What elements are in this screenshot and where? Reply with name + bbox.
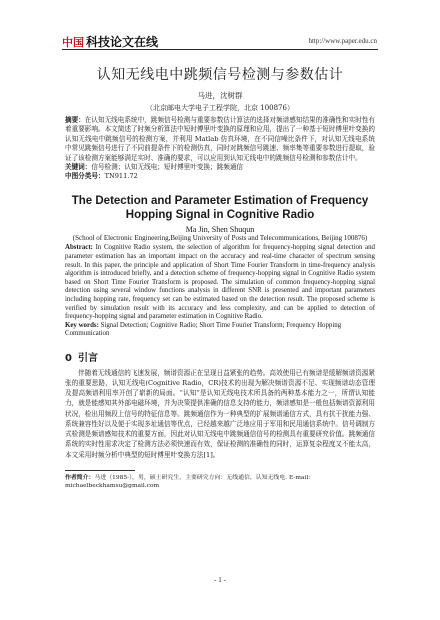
author-footnote — [65, 474, 375, 490]
english-abstract-label: Abstract: — [65, 244, 93, 252]
logo-red-text: 中国 — [62, 35, 84, 49]
chinese-keywords-text: 信号检测；认知无线电；短时傅里叶变换；跳频通信 — [91, 163, 244, 172]
english-keywords — [65, 322, 375, 339]
section-heading — [65, 349, 375, 364]
site-logo[interactable] — [62, 33, 158, 50]
chinese-keywords-label: 关键词： — [65, 163, 92, 172]
classification-code: TN911.72 — [104, 172, 138, 181]
english-keywords-text: Signal Detection; Cognitive Radio; Short Time Fourier Transform; Frequency Hopping Communication — [65, 321, 342, 338]
logo-black-text: 科技论文在线 — [86, 35, 159, 49]
chinese-affiliation: （北京邮电大学电子工程学院，北京 100876） — [146, 104, 294, 112]
site-url[interactable]: http://www.paper.edu.cn — [308, 37, 377, 45]
page-number: - 1 - — [214, 576, 226, 584]
section-title: 引言 — [77, 352, 98, 364]
english-abstract — [65, 244, 375, 321]
section-number: 0 — [65, 352, 72, 364]
footnote-text: 马进（1985-），男，硕士研究生，主要研究方向：无线通信，认知无线电. E-mail: michaelbeckhamsu@gmail.com — [65, 474, 311, 489]
section-body: 伴随着无线通信的飞速发展，频谱资源正在呈现日益紧张的趋势。高效使用已有频谱是缓解频谱资源紧张的重要思路，认知无线电(Cognitive Radio，CR)技术的出现为解决频谱资源不足、实现频谱动态管理及提高频谱利用率开创了崭新的局面。“认知”是认知无线电技术所具备的两种基本能力之一，所谓认知能力，就是能感知其外部电磁环境，并为决策提供准确的信息支持的能力，频谱感知是一般包括频谱资源利用状况，检出用频段上信号的特征信息等。跳频通信作为一种典型的扩展频谱通信方式，具有抗干扰能力强、系统兼容性好以及便于实现多址通信等优点，已经越来越广泛地应用于军用和民用通信系统中。信号调制方式检测是频谱感知技术的重要方面，因此对认知无线电中跳频通信信号的检测具有重要研究价值。跳频通信系统的实时性需求决定了检测方法必须快速而有效，保证检测的准确性的同时，运算复杂程度又不能太高，本文采用时频分析中典型的短时傅里叶变换方法[1]。 — [65, 368, 375, 459]
english-authors: Ma Jin, Shen Shuqun — [185, 224, 255, 234]
english-keywords-label: Key words: — [65, 321, 99, 329]
english-title: The Detection and Parameter Estimation of Frequency Hopping Signal in Cognitive Radio — [71, 194, 369, 221]
footnote-divider — [65, 470, 135, 471]
classification-label: 中图分类号： — [65, 172, 105, 181]
chinese-classification — [65, 172, 375, 181]
english-affiliation: (School of Electronic Engineering,Beijing University of Posts and Telecommunications, Beijing 100876) — [72, 233, 368, 242]
page-header — [0, 0, 440, 52]
chinese-title: 认知无线电中跳频信号检测与参数估计 — [96, 67, 344, 83]
header-divider — [62, 49, 378, 50]
chinese-abstract-text: 在认知无线电系统中，跳频信号检测与重要参数估计算法的选择对频谱感知结果的准确性和实时性有着重要影响。本文简述了时频分析算法中短时傅里叶变换的原理和应用，提出了一种基于短时傅里叶变换的认知无线电中跳频信号的检测方案，并利用 Matlab 仿真环境，在不同信噪比条件下，对认知无线电系统中常见跳频信号进行了不同前提条件下的检测仿真，同时对跳频信号跳速、频率集等重要参数进行提取，验证了该检测方案能够满足实时、准确的要求，可以应用到认知无线电中的跳频信号检测和参数估计中。 — [65, 116, 376, 162]
chinese-abstract-label: 摘要： — [65, 116, 85, 124]
chinese-authors: 马进，沈树群 — [197, 91, 243, 100]
paper-content — [65, 58, 375, 490]
chinese-abstract — [65, 116, 375, 163]
english-abstract-text: In Cognitive Radio system, the selection of algorithm for frequency-hopping signal detection and parameter estimation has an important impact on the accuracy and real-time character of spectrum sensing result. In this paper, the principle and application of Short Time Fourier Transform in time-frequency analysis algorithm is introduced briefly, and a detection scheme of frequency-hopping signal in Cognitive Radio system based on Short Time Fourier Transform is proposed. The simulation of common frequency-hopping signal detection using several window functions analysis in different SNR is presented and important parameters including hopping rate, frequency set can be estimated based on the detection result. The proposed scheme is verified by simulation result with its accuracy and less complexity, and can be applied to detection of frequency-hopping signal and parameter estimation in Cognitive Radio. — [65, 244, 375, 321]
footnote-label: 作者简介： — [65, 473, 95, 481]
